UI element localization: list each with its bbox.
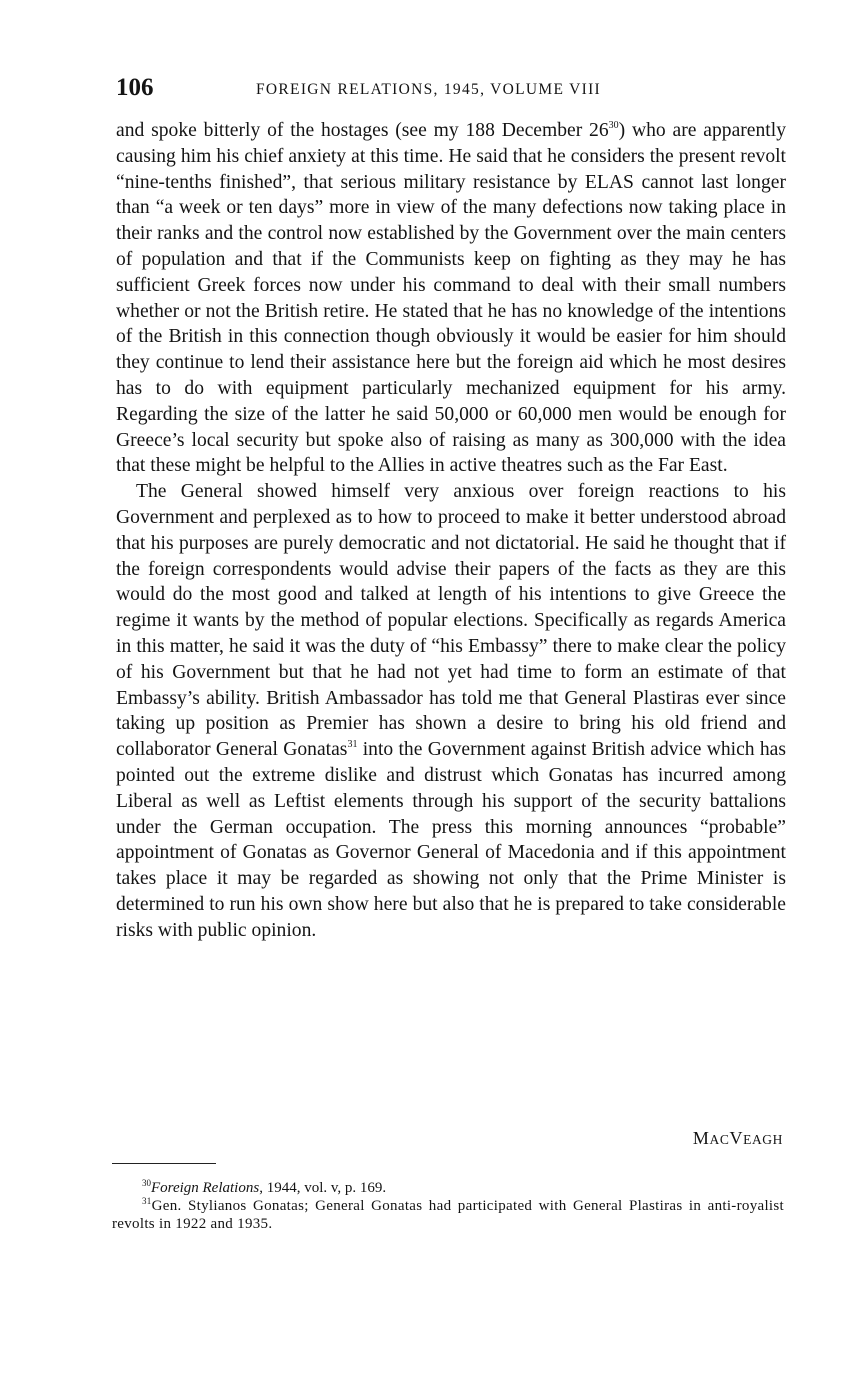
footnote-31 <box>112 1197 784 1233</box>
running-head: FOREIGN RELATIONS, 1945, VOLUME VIII <box>256 81 602 98</box>
signature-letter: V <box>729 1128 744 1148</box>
paragraph-text: ) who are apparently causing him his chief anxiety at this time. He said that he considers the present revolt “nine-tenths finished”, that serious military resistance by ELAS cannot last longer than “a week or ten days” more in view of the many defections now taking place in their ranks and the control now established by the Government over the main centers of population and that if the Communists keep on fighting as they may he has sufficient Greek forces now under his command to deal with their small numbers whether or not the British retire. He stated that he has no knowledge of the intentions of the British in this connection though obviously it would be easier for him should they continue to lend their assistance here but the foreign aid which he most desires has to do with equipment particularly mechanized equipment for his army. Regarding the size of the latter he said 50,000 or 60,000 men would be enough for Greece’s local security but spoke also of raising as many as 300,000 with the idea that these might be helpful to the Allies in active theatres such as the Far East. <box>116 120 786 477</box>
paragraph-text: into the Government against British advice which has pointed out the extreme dislike and distrust which Gonatas has incurred among Liberal as well as Leftist elements through his support of the security battalions under the German occupation. The press this morning announces “probable” appointment of Gonatas as Governor General of Macedonia and if this appointment takes place it may be regarded as showing not only that the Prime Minister is determined to run his own show here but also that he is prepared to take considerable risks with public opinion. <box>116 739 786 941</box>
footnote-number: 31 <box>142 1196 152 1206</box>
footnote-number: 30 <box>142 1178 151 1188</box>
footnote-text: , 1944, vol. v, p. 169. <box>259 1180 387 1196</box>
footnotes <box>112 1179 784 1233</box>
page-header <box>116 72 786 104</box>
paragraph-text: The General showed himself very anxious over foreign reactions to his Government and perplexed as to how to proceed to make it better understood abroad that his purposes are purely democratic and not dictatorial. He said he thought that if the foreign correspondents would advise their papers of the facts as they are this would do the most good and talked at length of his intentions to give Greece the regime it wants by the method of popular elections. Specifically as regards America in this matter, he said it was the duty of “his Embassy” there to make clear the policy of his Government but that he had not yet had time to form an estimate of that Embassy’s ability. <box>116 481 786 709</box>
paragraph-text: and spoke bitterly of the hostages (see my 188 December 26 <box>116 120 609 141</box>
signature <box>693 1126 783 1152</box>
signature-letter: M <box>692 1128 710 1148</box>
signature-letters: AC <box>709 1132 730 1147</box>
paragraph-hostages <box>116 118 786 479</box>
footnote-ref-30: 30 <box>608 120 619 131</box>
paragraph-text: British Ambassador has told me that General Plastiras ever since taking up position as Premier has shown a desire to bring his old friend and collaborator General Gonatas <box>116 687 786 761</box>
footnote-ref-31: 31 <box>347 739 358 751</box>
signature-letters: EAGH <box>743 1132 783 1147</box>
footnote-title: Foreign Relations <box>151 1180 260 1196</box>
footnote-divider <box>112 1163 216 1164</box>
page-number: 106 <box>116 74 154 101</box>
body-text <box>116 118 786 944</box>
paragraph-foreign-reactions <box>116 479 786 943</box>
footnote-30 <box>112 1179 784 1197</box>
footnote-text: Gen. Stylianos Gonatas; General Gonatas had participated with General Plastiras in anti-royalist revolts in 1922 and 1935. <box>112 1198 784 1232</box>
